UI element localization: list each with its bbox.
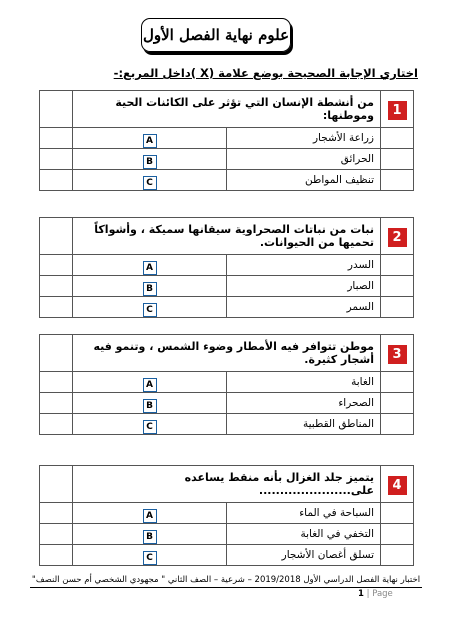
option-text: الحرائق [227,149,381,170]
answer-checkbox[interactable] [40,393,73,414]
option-letter-cell [73,524,227,545]
question-4 [39,465,414,566]
option-text: المناطق القطبية [227,414,381,435]
option-letter: A [143,378,157,392]
question-blank-cell [40,218,73,255]
answer-checkbox[interactable] [40,149,73,170]
answer-checkbox[interactable] [40,276,73,297]
option-text: زراعة الأشجار [227,128,381,149]
spacer-cell [381,297,414,318]
page-label: Page [372,589,393,599]
answer-checkbox[interactable] [40,297,73,318]
question-text: يتميز جلد الغزال بأنه منقط يساعده على...................... [73,466,381,503]
page-number-value: 1 [358,589,364,599]
option-text: الغابة [227,372,381,393]
option-letter: C [143,551,157,565]
option-letter: B [143,530,157,544]
option-letter: A [143,509,157,523]
question-number-cell [381,335,414,372]
question-blank-cell [40,91,73,128]
option-letter: A [143,261,157,275]
option-text: التخفي في الغابة [227,524,381,545]
option-letter: C [143,303,157,317]
footer-divider [30,587,422,588]
question-number-cell [381,218,414,255]
answer-checkbox[interactable] [40,414,73,435]
spacer-cell [381,524,414,545]
spacer-cell [381,170,414,191]
question-3 [39,334,414,435]
spacer-cell [381,255,414,276]
question-number-cell [381,91,414,128]
option-text: تنظيف المواطن [227,170,381,191]
spacer-cell [381,545,414,566]
option-letter: B [143,399,157,413]
spacer-cell [381,372,414,393]
option-letter-cell [73,255,227,276]
option-letter: C [143,176,157,190]
question-number-cell [381,466,414,503]
option-text: الصحراء [227,393,381,414]
option-text: السباحة في الماء [227,503,381,524]
option-text: السمر [227,297,381,318]
option-letter: B [143,282,157,296]
answer-checkbox[interactable] [40,524,73,545]
instruction-text: اختاري الإجابة الصحيحة بوضع علامة (X )داخل المربع:- [113,66,418,80]
question-2 [39,217,414,318]
option-letter-cell [73,276,227,297]
question-number-badge: 4 [388,476,407,495]
option-letter-cell [73,503,227,524]
question-text: من أنشطة الإنسان التي تؤثر على الكائنات الحية وموطنها: [73,91,381,128]
option-text: الصبار [227,276,381,297]
option-letter-cell [73,414,227,435]
answer-checkbox[interactable] [40,372,73,393]
spacer-cell [381,276,414,297]
spacer-cell [381,393,414,414]
option-letter-cell [73,128,227,149]
option-text: السدر [227,255,381,276]
question-text: موطن تتوافر فيه الأمطار وضوء الشمس ، وتنمو فيه أشجار كثيرة. [73,335,381,372]
option-letter: A [143,134,157,148]
page-separator: | [366,589,370,599]
option-letter-cell [73,170,227,191]
question-1 [39,90,414,191]
answer-checkbox[interactable] [40,545,73,566]
spacer-cell [381,503,414,524]
question-number-badge: 3 [388,345,407,364]
answer-checkbox[interactable] [40,128,73,149]
spacer-cell [381,149,414,170]
page-number [358,589,393,599]
answer-checkbox[interactable] [40,170,73,191]
option-letter: B [143,155,157,169]
option-letter: C [143,420,157,434]
option-letter-cell [73,372,227,393]
option-letter-cell [73,393,227,414]
question-blank-cell [40,466,73,503]
question-number-badge: 2 [388,228,407,247]
option-text: تسلق أغصان الأشجار [227,545,381,566]
question-blank-cell [40,335,73,372]
spacer-cell [381,414,414,435]
page-title: علوم نهاية الفصل الأول [141,18,291,52]
question-text: نبات من نباتات الصحراوية سيقانها سميكة ، وأشواكاً تحميها من الحيوانات. [73,218,381,255]
spacer-cell [381,128,414,149]
footer-text: اختبار نهاية الفصل الدراسي الأول 2019/2018 – شرعية – الصف الثاني " مجهودي الشخصي أم حسن النصف" [31,575,421,585]
option-letter-cell [73,297,227,318]
option-letter-cell [73,545,227,566]
answer-checkbox[interactable] [40,503,73,524]
question-number-badge: 1 [388,101,407,120]
answer-checkbox[interactable] [40,255,73,276]
option-letter-cell [73,149,227,170]
